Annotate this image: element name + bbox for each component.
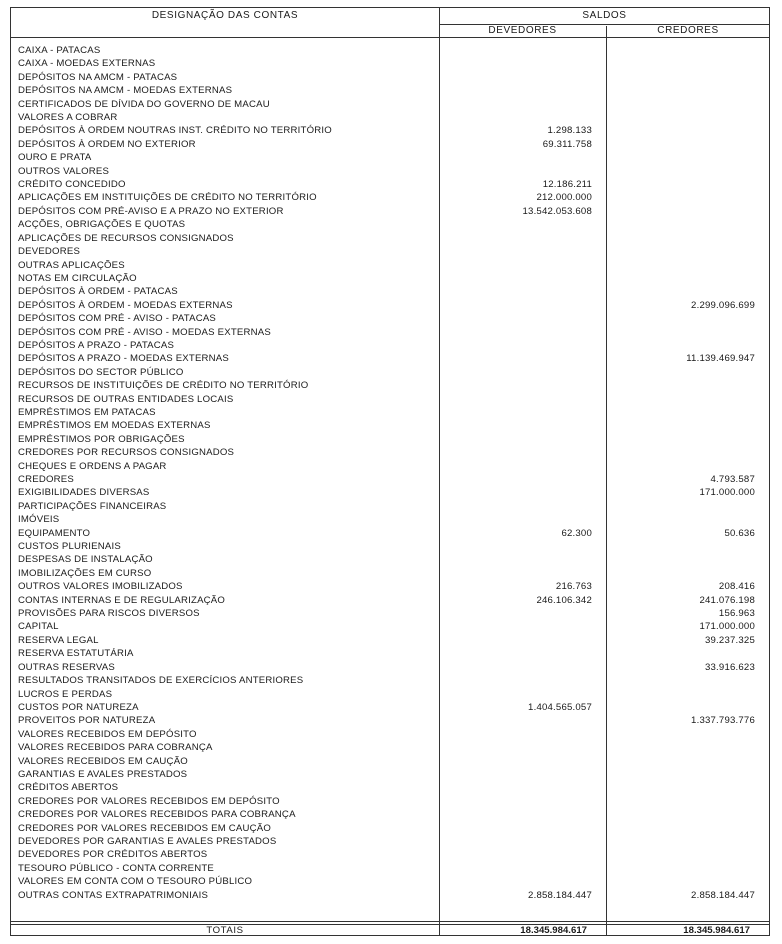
totals-credores: 18.345.984.617	[683, 925, 750, 936]
credores-value: 2.858.184.447	[691, 889, 755, 901]
table-row	[18, 674, 764, 687]
account-name: CAIXA - PATACAS	[18, 45, 101, 56]
account-name: CONTAS INTERNAS E DE REGULARIZAÇÃO	[18, 594, 226, 606]
account-name: LUCROS E PERDAS	[18, 688, 113, 700]
table-row	[18, 634, 764, 647]
column-header-designacao: DESIGNAÇÃO DAS CONTAS	[151, 10, 299, 21]
account-name: EMPRÉSTIMOS EM PATACAS	[18, 406, 156, 418]
table-row	[18, 218, 764, 231]
totals-label: TOTAIS	[206, 925, 244, 936]
table-row	[18, 580, 764, 593]
account-name: RECURSOS DE OUTRAS ENTIDADES LOCAIS	[18, 393, 234, 405]
devedores-value: 12.186.211	[542, 179, 592, 191]
table-row	[18, 191, 764, 204]
devedores-value: 1.298.133	[547, 125, 592, 137]
table-row	[18, 151, 764, 164]
table-row	[18, 165, 764, 178]
table-row	[18, 446, 764, 459]
account-name: GARANTIAS E AVALES PRESTADOS	[18, 768, 188, 780]
account-name: VALORES EM CONTA COM O TESOURO PÚBLICO	[18, 876, 253, 888]
credores-value: 171.000.000	[699, 621, 755, 633]
table-row	[18, 111, 764, 124]
devedores-value: 1.404.565.057	[528, 701, 592, 713]
column-header-credores: CREDORES	[657, 25, 719, 36]
account-name: CREDORES	[18, 474, 74, 485]
totals-row	[11, 925, 769, 937]
credores-value: 39.237.325	[704, 634, 755, 646]
table-row	[18, 848, 764, 861]
account-name: NOTAS EM CIRCULAÇÃO	[18, 272, 137, 284]
table-row	[18, 339, 764, 352]
table-row	[18, 647, 764, 660]
account-name: EMPRÉSTIMOS POR OBRIGAÇÕES	[18, 433, 185, 445]
account-name: DEPÓSITOS DO SECTOR PÚBLICO	[18, 366, 184, 378]
account-name: CHEQUES E ORDENS A PAGAR	[18, 460, 167, 472]
table-row	[18, 232, 764, 245]
totals-devedores: 18.345.984.617	[520, 925, 587, 936]
account-name: PARTICIPAÇÕES FINANCEIRAS	[18, 500, 167, 512]
table-row	[18, 808, 764, 821]
account-rows	[18, 44, 764, 902]
account-name: APLICAÇÕES EM INSTITUIÇÕES DE CRÉDITO NO TERRITÓRIO	[18, 192, 317, 204]
account-name: CREDORES POR VALORES RECEBIDOS EM CAUÇÃO	[18, 822, 272, 834]
table-row	[18, 124, 764, 137]
totals-divider	[11, 921, 769, 922]
account-name: OUTRAS CONTAS EXTRAPATRIMONIAIS	[18, 889, 209, 901]
table-row	[18, 259, 764, 272]
table-row	[18, 781, 764, 794]
account-name: DEVEDORES POR GARANTIAS E AVALES PRESTADOS	[18, 835, 277, 847]
account-name: RECURSOS DE INSTITUIÇÕES DE CRÉDITO NO TERRITÓRIO	[18, 380, 309, 392]
account-name: CERTIFICADOS DE DÍVIDA DO GOVERNO DE MACAU	[18, 98, 270, 110]
account-name: OUTRAS APLICAÇÕES	[18, 259, 125, 271]
table-row	[18, 419, 764, 432]
devedores-value: 216.763	[555, 581, 592, 593]
account-name: DEVEDORES	[18, 246, 81, 258]
table-row	[18, 486, 764, 499]
account-name: CREDORES POR VALORES RECEBIDOS PARA COBRANÇA	[18, 809, 296, 821]
table-row	[18, 178, 764, 191]
table-row	[18, 406, 764, 419]
account-name: CREDORES POR RECURSOS CONSIGNADOS	[18, 447, 235, 459]
account-name: ACÇÕES, OBRIGAÇÕES E QUOTAS	[18, 219, 186, 231]
table-row	[18, 513, 764, 526]
table-row	[18, 352, 764, 365]
account-name: RESULTADOS TRANSITADOS DE EXERCÍCIOS ANTERIORES	[18, 675, 304, 687]
credores-value: 11.139.469.947	[686, 353, 755, 365]
account-name: DEPÓSITOS À ORDEM NO EXTERIOR	[18, 138, 196, 150]
table-row	[18, 527, 764, 540]
table-row	[18, 594, 764, 607]
credores-value: 171.000.000	[699, 487, 755, 499]
account-name: CUSTOS POR NATUREZA	[18, 701, 139, 713]
table-row	[18, 500, 764, 513]
account-name: IMOBILIZAÇÕES EM CURSO	[18, 567, 152, 579]
table-row	[18, 44, 764, 57]
table-row	[18, 57, 764, 70]
account-name: VALORES A COBRAR	[18, 112, 118, 124]
table-row	[18, 728, 764, 741]
account-name: EMPRÉSTIMOS EM MOEDAS EXTERNAS	[18, 420, 211, 432]
account-name: CAPITAL	[18, 621, 59, 633]
credores-value: 156.963	[718, 608, 755, 620]
table-row	[18, 285, 764, 298]
account-name: DEPÓSITOS NA AMCM - PATACAS	[18, 71, 178, 83]
table-row	[18, 326, 764, 339]
table-row	[18, 755, 764, 768]
devedores-value: 69.311.758	[542, 138, 592, 150]
table-row	[18, 540, 764, 553]
account-name: RESERVA LEGAL	[18, 634, 99, 646]
account-name: DEPÓSITOS A PRAZO - PATACAS	[18, 339, 175, 351]
account-name: IMÓVEIS	[18, 514, 60, 526]
table-row	[18, 98, 764, 111]
account-name: DEPÓSITOS NA AMCM - MOEDAS EXTERNAS	[18, 85, 233, 97]
account-name: CRÉDITO CONCEDIDO	[18, 179, 126, 191]
table-row	[18, 835, 764, 848]
table-row	[18, 272, 764, 285]
table-row	[18, 366, 764, 379]
table-row	[18, 661, 764, 674]
credores-value: 2.299.096.699	[691, 299, 755, 311]
account-name: DEPÓSITOS À ORDEM - PATACAS	[18, 286, 178, 298]
account-name: EQUIPAMENTO	[18, 527, 91, 539]
table-row	[18, 889, 764, 902]
account-name: EXIGIBILIDADES DIVERSAS	[18, 487, 150, 499]
account-name: DESPESAS DE INSTALAÇÃO	[18, 554, 153, 566]
devedores-value: 246.106.342	[536, 594, 592, 606]
table-row	[18, 795, 764, 808]
column-header-saldos: SALDOS	[582, 10, 627, 21]
table-row	[18, 205, 764, 218]
table-row	[18, 688, 764, 701]
table-row	[18, 312, 764, 325]
account-name: VALORES RECEBIDOS PARA COBRANÇA	[18, 742, 213, 754]
account-name: CUSTOS PLURIENAIS	[18, 541, 121, 553]
account-name: DEPÓSITOS COM PRÉ-AVISO E A PRAZO NO EXTERIOR	[18, 205, 284, 217]
credores-value: 33.916.623	[704, 661, 755, 673]
table-row	[18, 553, 764, 566]
account-name: VALORES RECEBIDOS EM CAUÇÃO	[18, 755, 188, 767]
table-row	[18, 473, 764, 486]
table-row	[18, 701, 764, 714]
account-name: OUTROS VALORES	[18, 165, 110, 177]
account-name: OUTROS VALORES IMOBILIZADOS	[18, 581, 183, 593]
account-name: CRÉDITOS ABERTOS	[18, 782, 119, 794]
account-name: VALORES RECEBIDOS EM DEPÓSITO	[18, 728, 197, 740]
table-row	[18, 567, 764, 580]
table-row	[18, 768, 764, 781]
credores-value: 4.793.587	[710, 474, 755, 485]
account-name: DEPÓSITOS COM PRÉ - AVISO - PATACAS	[18, 313, 217, 325]
table-row	[18, 138, 764, 151]
account-name: TESOURO PÚBLICO - CONTA CORRENTE	[18, 862, 214, 874]
account-name: DEPÓSITOS À ORDEM - MOEDAS EXTERNAS	[18, 299, 233, 311]
credores-value: 241.076.198	[699, 594, 755, 606]
header-divider	[11, 37, 769, 38]
account-name: PROVEITOS POR NATUREZA	[18, 715, 156, 727]
devedores-value: 62.300	[561, 527, 592, 539]
account-name: PROVISÕES PARA RISCOS DIVERSOS	[18, 608, 200, 620]
account-name: CREDORES POR VALORES RECEBIDOS EM DEPÓSITO	[18, 795, 280, 807]
credores-value: 1.337.793.776	[691, 715, 755, 727]
devedores-value: 212.000.000	[536, 192, 592, 204]
table-row	[18, 433, 764, 446]
account-name: DEPÓSITOS COM PRÉ - AVISO - MOEDAS EXTERNAS	[18, 326, 271, 338]
table-row	[18, 71, 764, 84]
table-row	[18, 620, 764, 633]
table-row	[18, 460, 764, 473]
account-name: CAIXA - MOEDAS EXTERNAS	[18, 58, 156, 70]
account-name: DEVEDORES POR CRÉDITOS ABERTOS	[18, 849, 208, 861]
table-row	[18, 245, 764, 258]
account-name: DEPÓSITOS À ORDEM NOUTRAS INST. CRÉDITO NO TERRITÓRIO	[18, 125, 332, 137]
table-row	[18, 741, 764, 754]
account-name: OUTRAS RESERVAS	[18, 661, 116, 673]
devedores-value: 13.542.053.608	[522, 205, 592, 217]
table-row	[18, 393, 764, 406]
devedores-value: 2.858.184.447	[528, 889, 592, 901]
credores-value: 208.416	[718, 581, 755, 593]
column-header-devedores: DEVEDORES	[488, 25, 557, 36]
account-name: OURO E PRATA	[18, 152, 92, 164]
account-name: RESERVA ESTATUTÁRIA	[18, 648, 134, 660]
credores-value: 50.636	[724, 527, 755, 539]
table-row	[18, 607, 764, 620]
account-name: APLICAÇÕES DE RECURSOS CONSIGNADOS	[18, 232, 234, 244]
table-row	[18, 822, 764, 835]
table-row	[18, 84, 764, 97]
table-row	[18, 862, 764, 875]
table-row	[18, 714, 764, 727]
table-row	[18, 299, 764, 312]
table-row	[18, 379, 764, 392]
account-name: DEPÓSITOS A PRAZO - MOEDAS EXTERNAS	[18, 353, 230, 365]
table-row	[18, 875, 764, 888]
